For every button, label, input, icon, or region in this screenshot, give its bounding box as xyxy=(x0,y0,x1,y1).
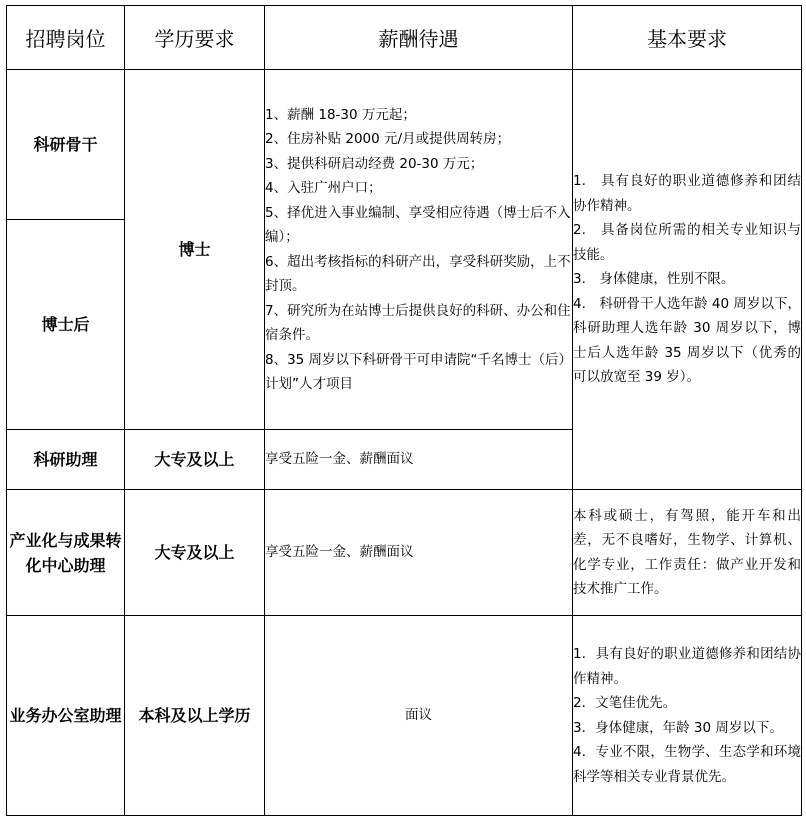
header-requirements: 基本要求 xyxy=(573,6,802,70)
requirement-line: 3. 身体健康，性别不限。 xyxy=(573,271,735,288)
salary-line: 2、住房补贴 2000 元/月或提供周转房； xyxy=(265,131,511,147)
table-row xyxy=(7,70,802,220)
salary-line: 3、提供科研启动经费 20-30 万元； xyxy=(265,155,484,172)
requirement-line: 2．文笔佳优先。 xyxy=(573,695,677,711)
header-row xyxy=(7,6,802,70)
header-position: 招聘岗位 xyxy=(7,6,125,70)
position-cell: 业务办公室助理 xyxy=(7,616,125,816)
education-cell: 大专及以上 xyxy=(125,490,265,616)
requirement-line: 4．专业不限，生物学、生态学和环境科学等相关专业背景优先。 xyxy=(573,744,801,785)
position-cell: 产业化与成果转化中心助理 xyxy=(7,490,125,616)
requirement-line: 3．身体健康，年龄 30 周岁以下。 xyxy=(573,719,783,736)
education-cell: 本科及以上学历 xyxy=(125,616,265,816)
requirements-cell xyxy=(573,70,802,490)
position-cell: 科研骨干 xyxy=(7,70,125,220)
requirements-cell: 本科或硕士，有驾照，能开车和出差，无不良嗜好，生物学、计算机、化学专业，工作责任：做产业开发和技术推广工作。 xyxy=(573,490,802,616)
salary-cell xyxy=(265,70,573,430)
salary-line: 5、择优进入事业编制、享受相应待遇（博士后不入编）； xyxy=(265,204,571,245)
requirement-line: 1．具有良好的职业道德修养和团结协作精神。 xyxy=(573,646,801,687)
salary-line: 8、35 周岁以下科研骨干可申请院“千名博士（后）计划”人才项目 xyxy=(265,351,566,392)
header-education: 学历要求 xyxy=(125,6,265,70)
salary-line: 7、研究所为在站博士后提供良好的科研、办公和住宿条件。 xyxy=(265,302,571,343)
position-cell: 科研助理 xyxy=(7,430,125,490)
header-salary: 薪酬待遇 xyxy=(265,6,573,70)
table-row xyxy=(7,616,802,816)
requirement-line: 4. 科研骨干人选年龄 40 周岁以下，科研助理人选年龄 30 周岁以下，博士后人选年龄 35 周岁以下（优秀的可以放宽至 39 岁）。 xyxy=(573,295,801,386)
position-cell: 博士后 xyxy=(7,220,125,430)
education-cell: 大专及以上 xyxy=(125,430,265,490)
recruitment-table xyxy=(6,5,802,816)
salary-line: 1、薪酬 18-30 万元起； xyxy=(265,106,416,123)
requirement-line: 2. 具备岗位所需的相关专业知识与技能。 xyxy=(573,222,801,263)
salary-cell: 面议 xyxy=(265,616,573,816)
salary-cell: 享受五险一金、薪酬面议 xyxy=(265,430,573,490)
requirements-cell xyxy=(573,616,802,816)
table-row xyxy=(7,490,802,616)
education-cell: 博士 xyxy=(125,70,265,430)
requirement-line: 1. 具有良好的职业道德修养和团结协作精神。 xyxy=(573,173,801,214)
salary-line: 6、超出考核指标的科研产出，享受科研奖励，上不封顶。 xyxy=(265,253,571,294)
salary-line: 4、入驻广州户口； xyxy=(265,180,382,196)
salary-cell: 享受五险一金、薪酬面议 xyxy=(265,490,573,616)
